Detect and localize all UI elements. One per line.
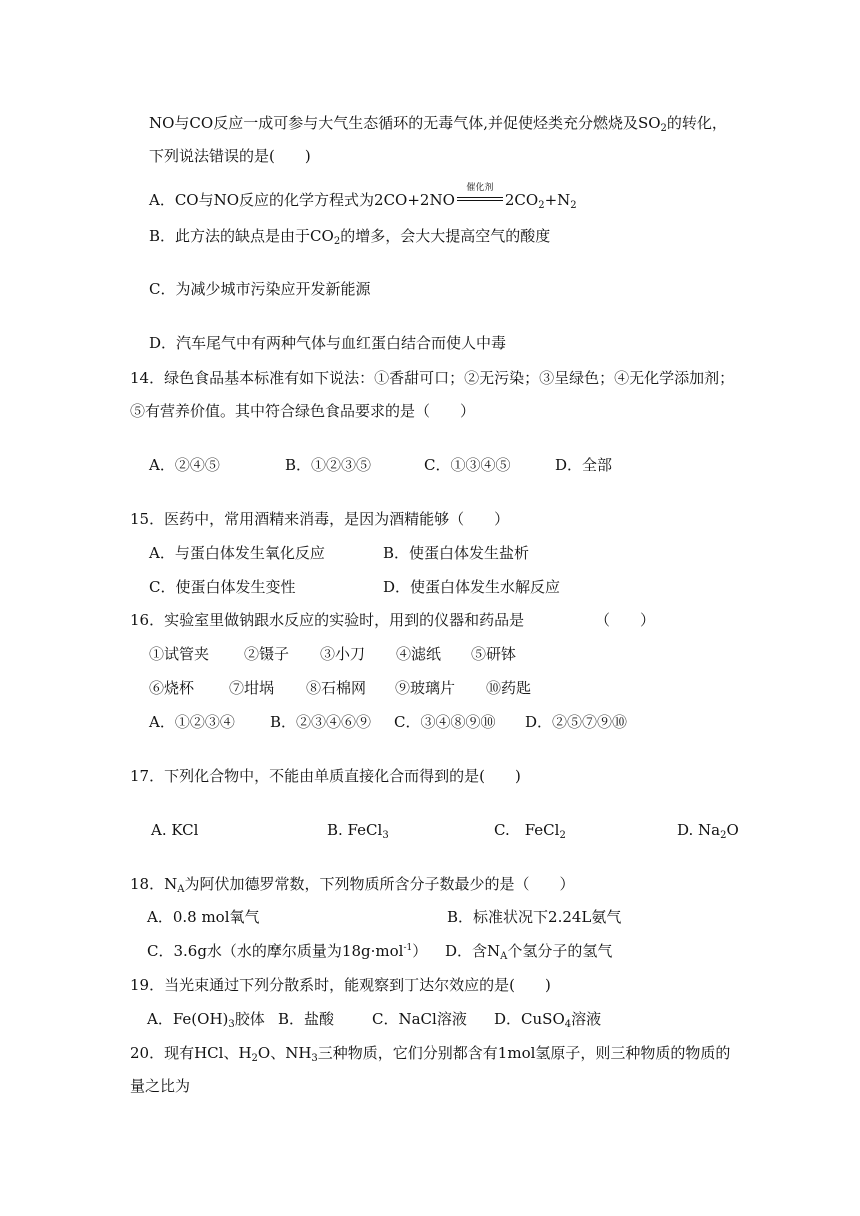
- q16-stem: 16．实验室里做钠跟水反应的实验时，用到的仪器和药品是: [130, 611, 525, 629]
- q17-option-c: C. FeCl$_2$: [494, 821, 566, 841]
- q16-item: ⑩药匙: [486, 679, 532, 697]
- q16-option-b: B．②③④⑥⑨: [270, 713, 372, 731]
- q16-item: ⑤研钵: [471, 645, 517, 663]
- q16-item: ④滤纸: [396, 645, 442, 663]
- q16-item: ③小刀: [320, 645, 366, 663]
- q17-option-d: D. $Na_2O$: [677, 821, 739, 841]
- q13-stem-line2: 下列说法错误的是( ): [149, 147, 311, 165]
- catalyst-arrow: 催化剂: [455, 193, 505, 207]
- q15-option-a: A．与蛋白体发生氧化反应: [149, 544, 325, 562]
- q16-item: ⑨玻璃片: [395, 679, 456, 697]
- q16-item: ⑦坩埚: [229, 679, 275, 697]
- q15-option-c: C．使蛋白体发生变性: [149, 578, 296, 596]
- q19-option-c: C．NaCl溶液: [372, 1010, 467, 1028]
- q18-option-b: B．标准状况下2.24L氨气: [447, 908, 622, 926]
- q15-option-b: B．使蛋白体发生盐析: [383, 544, 530, 562]
- q13-option-a: A．CO与NO反应的化学方程式为2CO+2NO 催化剂 $2CO_2+N_2$: [149, 183, 577, 211]
- q18-option-a: A．0.8 mol氧气: [147, 908, 260, 926]
- q16-item: ⑥烧杯: [149, 679, 195, 697]
- q15-stem: 15．医药中，常用酒精来消毒，是因为酒精能够（ ）: [130, 510, 510, 528]
- q17-stem: 17．下列化合物中，不能由单质直接化合而得到的是( ): [130, 767, 521, 785]
- q19-option-b: B．盐酸: [278, 1010, 335, 1028]
- q16-option-c: C．③④⑧⑨⑩: [394, 713, 496, 731]
- q17-option-a: A. KCl: [151, 821, 199, 839]
- q19-option-a: A．$Fe(OH)_3$胶体: [147, 1010, 265, 1030]
- q14-stem-line1: 14．绿色食品基本标准有如下说法：①香甜可口；②无污染；③呈绿色；④无化学添加剂；: [130, 369, 735, 387]
- q16-option-d: D．②⑤⑦⑨⑩: [525, 713, 628, 731]
- q18-stem: 18．$N_A$为阿伏加德罗常数，下列物质所含分子数最少的是（ ）: [130, 875, 575, 895]
- q20-stem-line1: 20．现有HCl、$H_2O$、$NH_3$三种物质，它们分别都含有1mol氢原子，则三种物质的物质的: [130, 1044, 731, 1064]
- q14-option-a: A．②④⑤: [149, 456, 220, 474]
- q14-stem-line2: ⑤有营养价值。其中符合绿色食品要求的是（ ）: [130, 402, 476, 420]
- q17-option-b: B. FeCl$_3$: [327, 821, 389, 841]
- q16-item: ①试管夹: [149, 645, 210, 663]
- q18-option-d: D．含$N_A$个氢分子的氢气: [445, 942, 613, 962]
- q14-option-d: D．全部: [555, 456, 613, 474]
- q20-stem-line2: 量之比为: [130, 1077, 191, 1095]
- q15-option-d: D．使蛋白体发生水解反应: [383, 578, 561, 596]
- q16-bracket: （ ）: [595, 611, 656, 629]
- q13-option-d: D．汽车尾气中有两种气体与血红蛋白结合而使人中毒: [149, 334, 507, 352]
- q13-stem-line1: NO与CO反应一成可参与大气生态循环的无毒气体,并促使烃类充分燃烧及$SO_2$的转化，: [149, 114, 727, 134]
- q16-option-a: A．①②③④: [149, 713, 235, 731]
- q19-option-d: D．CuSO$_4$溶液: [494, 1010, 602, 1030]
- q18-option-c: C．3.6g水（水的摩尔质量为18g·mol$^{-1}$）: [147, 942, 428, 960]
- q16-item: ②镊子: [244, 645, 290, 663]
- q14-option-c: C．①③④⑤: [424, 456, 511, 474]
- q19-stem: 19．当光束通过下列分散系时，能观察到丁达尔效应的是( ): [130, 976, 551, 994]
- q14-option-b: B．①②③⑤: [285, 456, 372, 474]
- q13-option-c: C．为减少城市污染应开发新能源: [149, 280, 371, 298]
- q16-item: ⑧石棉网: [306, 679, 367, 697]
- q13-option-b: B．此方法的缺点是由于$CO_2$的增多，会大大提高空气的酸度: [149, 227, 551, 247]
